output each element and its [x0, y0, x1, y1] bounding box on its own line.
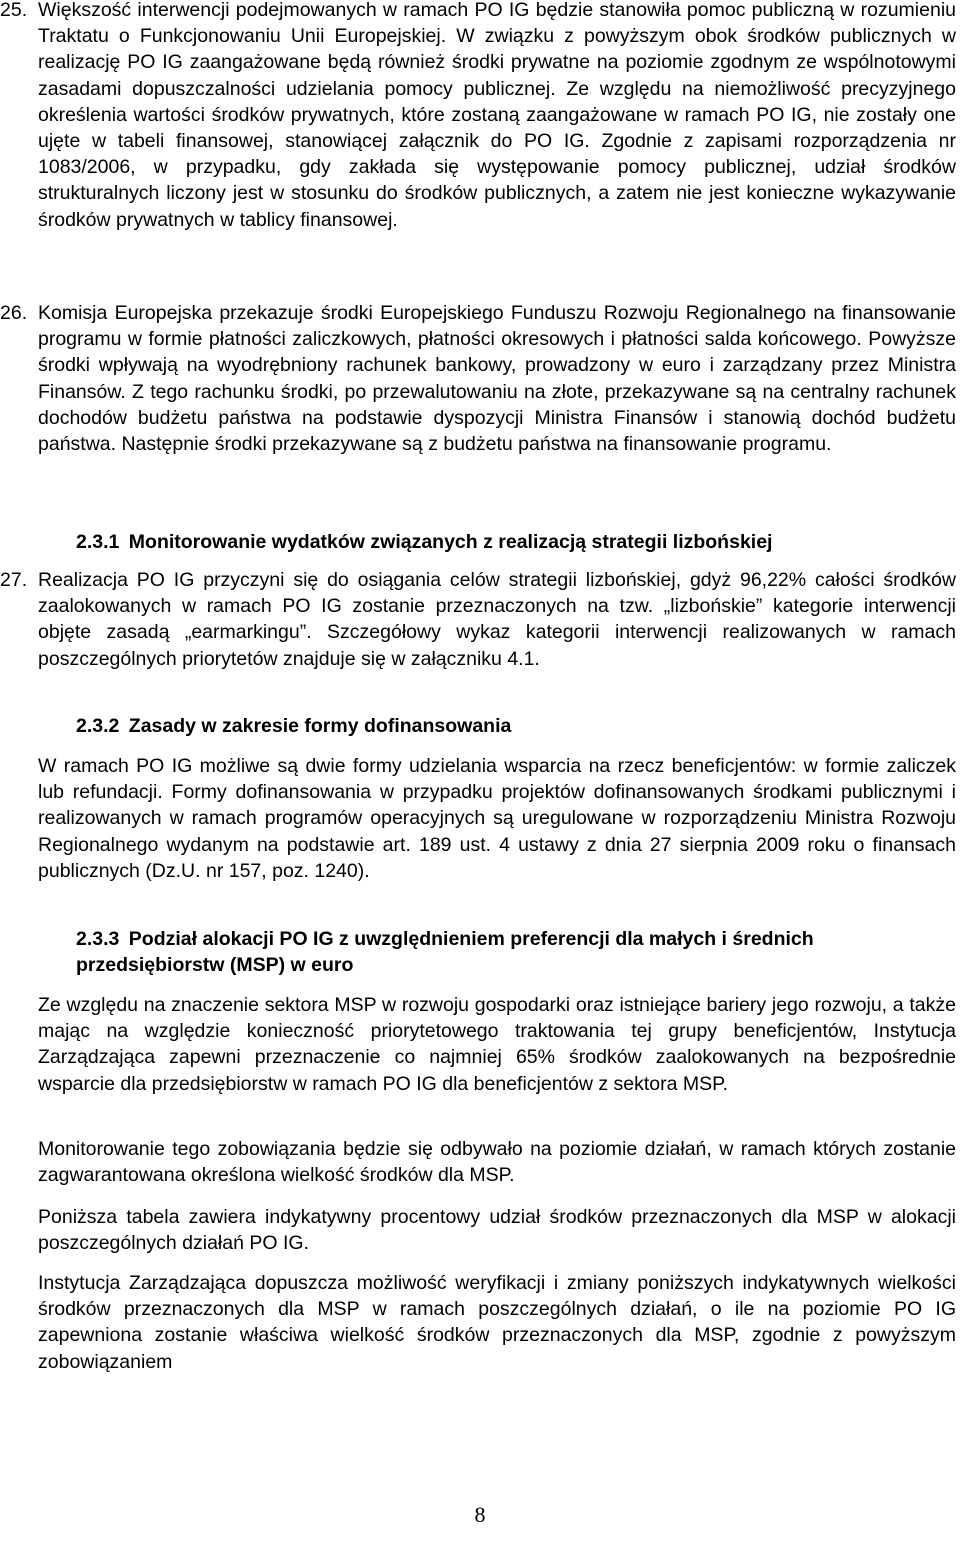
paragraph-text: Ze względu na znaczenie sektora MSP w rozwoju gospodarki oraz istniejące bariery jego rozwoju, a także mając na względzie konieczność priorytetowego traktowania tej grupy beneficjentów, Instytucja Zarządzająca zapewni przeznaczenie co najmniej 65% środków zaalokowanych na bezpośrednie wsparcie dla przedsiębiorstw w ramach PO IG dla beneficjentów z sektora MSP.	[38, 994, 956, 1095]
paragraph-text: Instytucja Zarządzająca dopuszcza możliwość weryfikacji i zmiany poniższych indykatywnych wielkości środków przeznaczonych dla MSP w ramach poszczególnych działań, o ile na poziomie PO IG zapewniona zostanie właściwa wielkość środków przeznaczonych dla MSP, zgodnie z powyższym zobowiązaniem	[38, 1272, 956, 1373]
section-heading-2-3-2	[76, 713, 956, 739]
paragraph-text: Poniższa tabela zawiera indykatywny procentowy udział środków przeznaczonych dla MSP w alokacji poszczególnych działań PO IG.	[38, 1206, 956, 1255]
msp-paragraph-4	[38, 1270, 956, 1375]
paragraph-26	[0, 300, 956, 457]
msp-paragraph-3	[38, 1204, 956, 1256]
paragraph-25	[0, 0, 956, 233]
msp-paragraph-2	[38, 1136, 956, 1188]
heading-title: Monitorowanie wydatków związanych z realizacją strategii lizbońskiej	[128, 531, 773, 553]
paragraph-27	[0, 567, 956, 672]
heading-number: 2.3.3	[76, 928, 120, 950]
section-heading-2-3-1	[76, 529, 956, 555]
paragraph-number: 27.	[0, 569, 28, 591]
msp-paragraph-1	[38, 992, 956, 1097]
heading-number: 2.3.2	[76, 715, 120, 737]
paragraph-number: 25.	[0, 0, 28, 21]
forms-paragraph	[38, 753, 956, 884]
paragraph-text: W ramach PO IG możliwe są dwie formy udzielania wsparcia na rzecz beneficjentów: w formie zaliczek lub refundacji. Formy dofinansowania w przypadku projektów dofinansowanych środkami publicznymi i realizowanych w ramach programów operacyjnych są uregulowane w rozporządzeniu Ministra Rozwoju Regionalnego wydanym na podstawie art. 189 ust. 4 ustawy z dnia 27 sierpnia 2009 roku o finansach publicznych (Dz.U. nr 157, poz. 1240).	[38, 755, 956, 882]
paragraph-text: Monitorowanie tego zobowiązania będzie się odbywało na poziomie działań, w ramach których zostanie zagwarantowana określona wielkość środków dla MSP.	[38, 1138, 956, 1187]
paragraph-number: 26.	[0, 302, 28, 324]
paragraph-text: Komisja Europejska przekazuje środki Europejskiego Funduszu Rozwoju Regionalnego na finansowanie programu w formie płatności zaliczkowych, płatności okresowych i płatności salda końcowego. Powyższe środki wpływają na wyodrębniony rachunek bankowy, prowadzony w euro i zarządzany przez Ministra Finansów. Z tego rachunku środki, po przewalutowaniu na złote, przekazywane są na centralny rachunek dochodów budżetu państwa na podstawie dyspozycji Ministra Finansów i stanowią dochód budżetu państwa. Następnie środki przekazywane są z budżetu państwa na finansowanie programu.	[38, 302, 956, 456]
paragraph-text: Większość interwencji podejmowanych w ramach PO IG będzie stanowiła pomoc publiczną w rozumieniu Traktatu o Funkcjonowaniu Unii Europejskiej. W związku z powyższym obok środków publicznych w realizację PO IG zaangażowane będą również środki prywatne na poziomie zgodnym ze wspólnotowymi zasadami dopuszczalności udzielania pomocy publicznej. Ze względu na niemożliwość precyzyjnego określenia wartości środków prywatnych, które zostaną zaangażowane w ramach PO IG, nie zostały one ujęte w tabeli finansowej, stanowiącej załącznik do PO IG. Zgodnie z zapisami rozporządzenia nr 1083/2006, w przypadku, gdy zakłada się występowanie pomocy publicznej, udział środków strukturalnych liczony jest w stosunku do środków publicznych, a zatem nie jest konieczne wykazywanie środków prywatnych w tablicy finansowej.	[38, 0, 956, 231]
heading-number: 2.3.1	[76, 531, 120, 553]
page-number: 8	[474, 1502, 486, 1527]
paragraph-text: Realizacja PO IG przyczyni się do osiągania celów strategii lizbońskiej, gdyż 96,22% całości środków zaalokowanych w ramach PO IG zostanie przeznaczonych na tzw. „lizbońskie” kategorie interwencji objęte zasadą „earmarkingu”. Szczegółowy wykaz kategorii interwencji realizowanych w ramach poszczególnych priorytetów znajduje się w załączniku 4.1.	[38, 569, 956, 670]
section-heading-2-3-3	[76, 926, 956, 978]
heading-title: Podział alokacji PO IG z uwzględnieniem preferencji dla małych i średnich przedsiębiorstw (MSP) w euro	[76, 928, 814, 977]
heading-title: Zasady w zakresie formy dofinansowania	[128, 715, 512, 737]
